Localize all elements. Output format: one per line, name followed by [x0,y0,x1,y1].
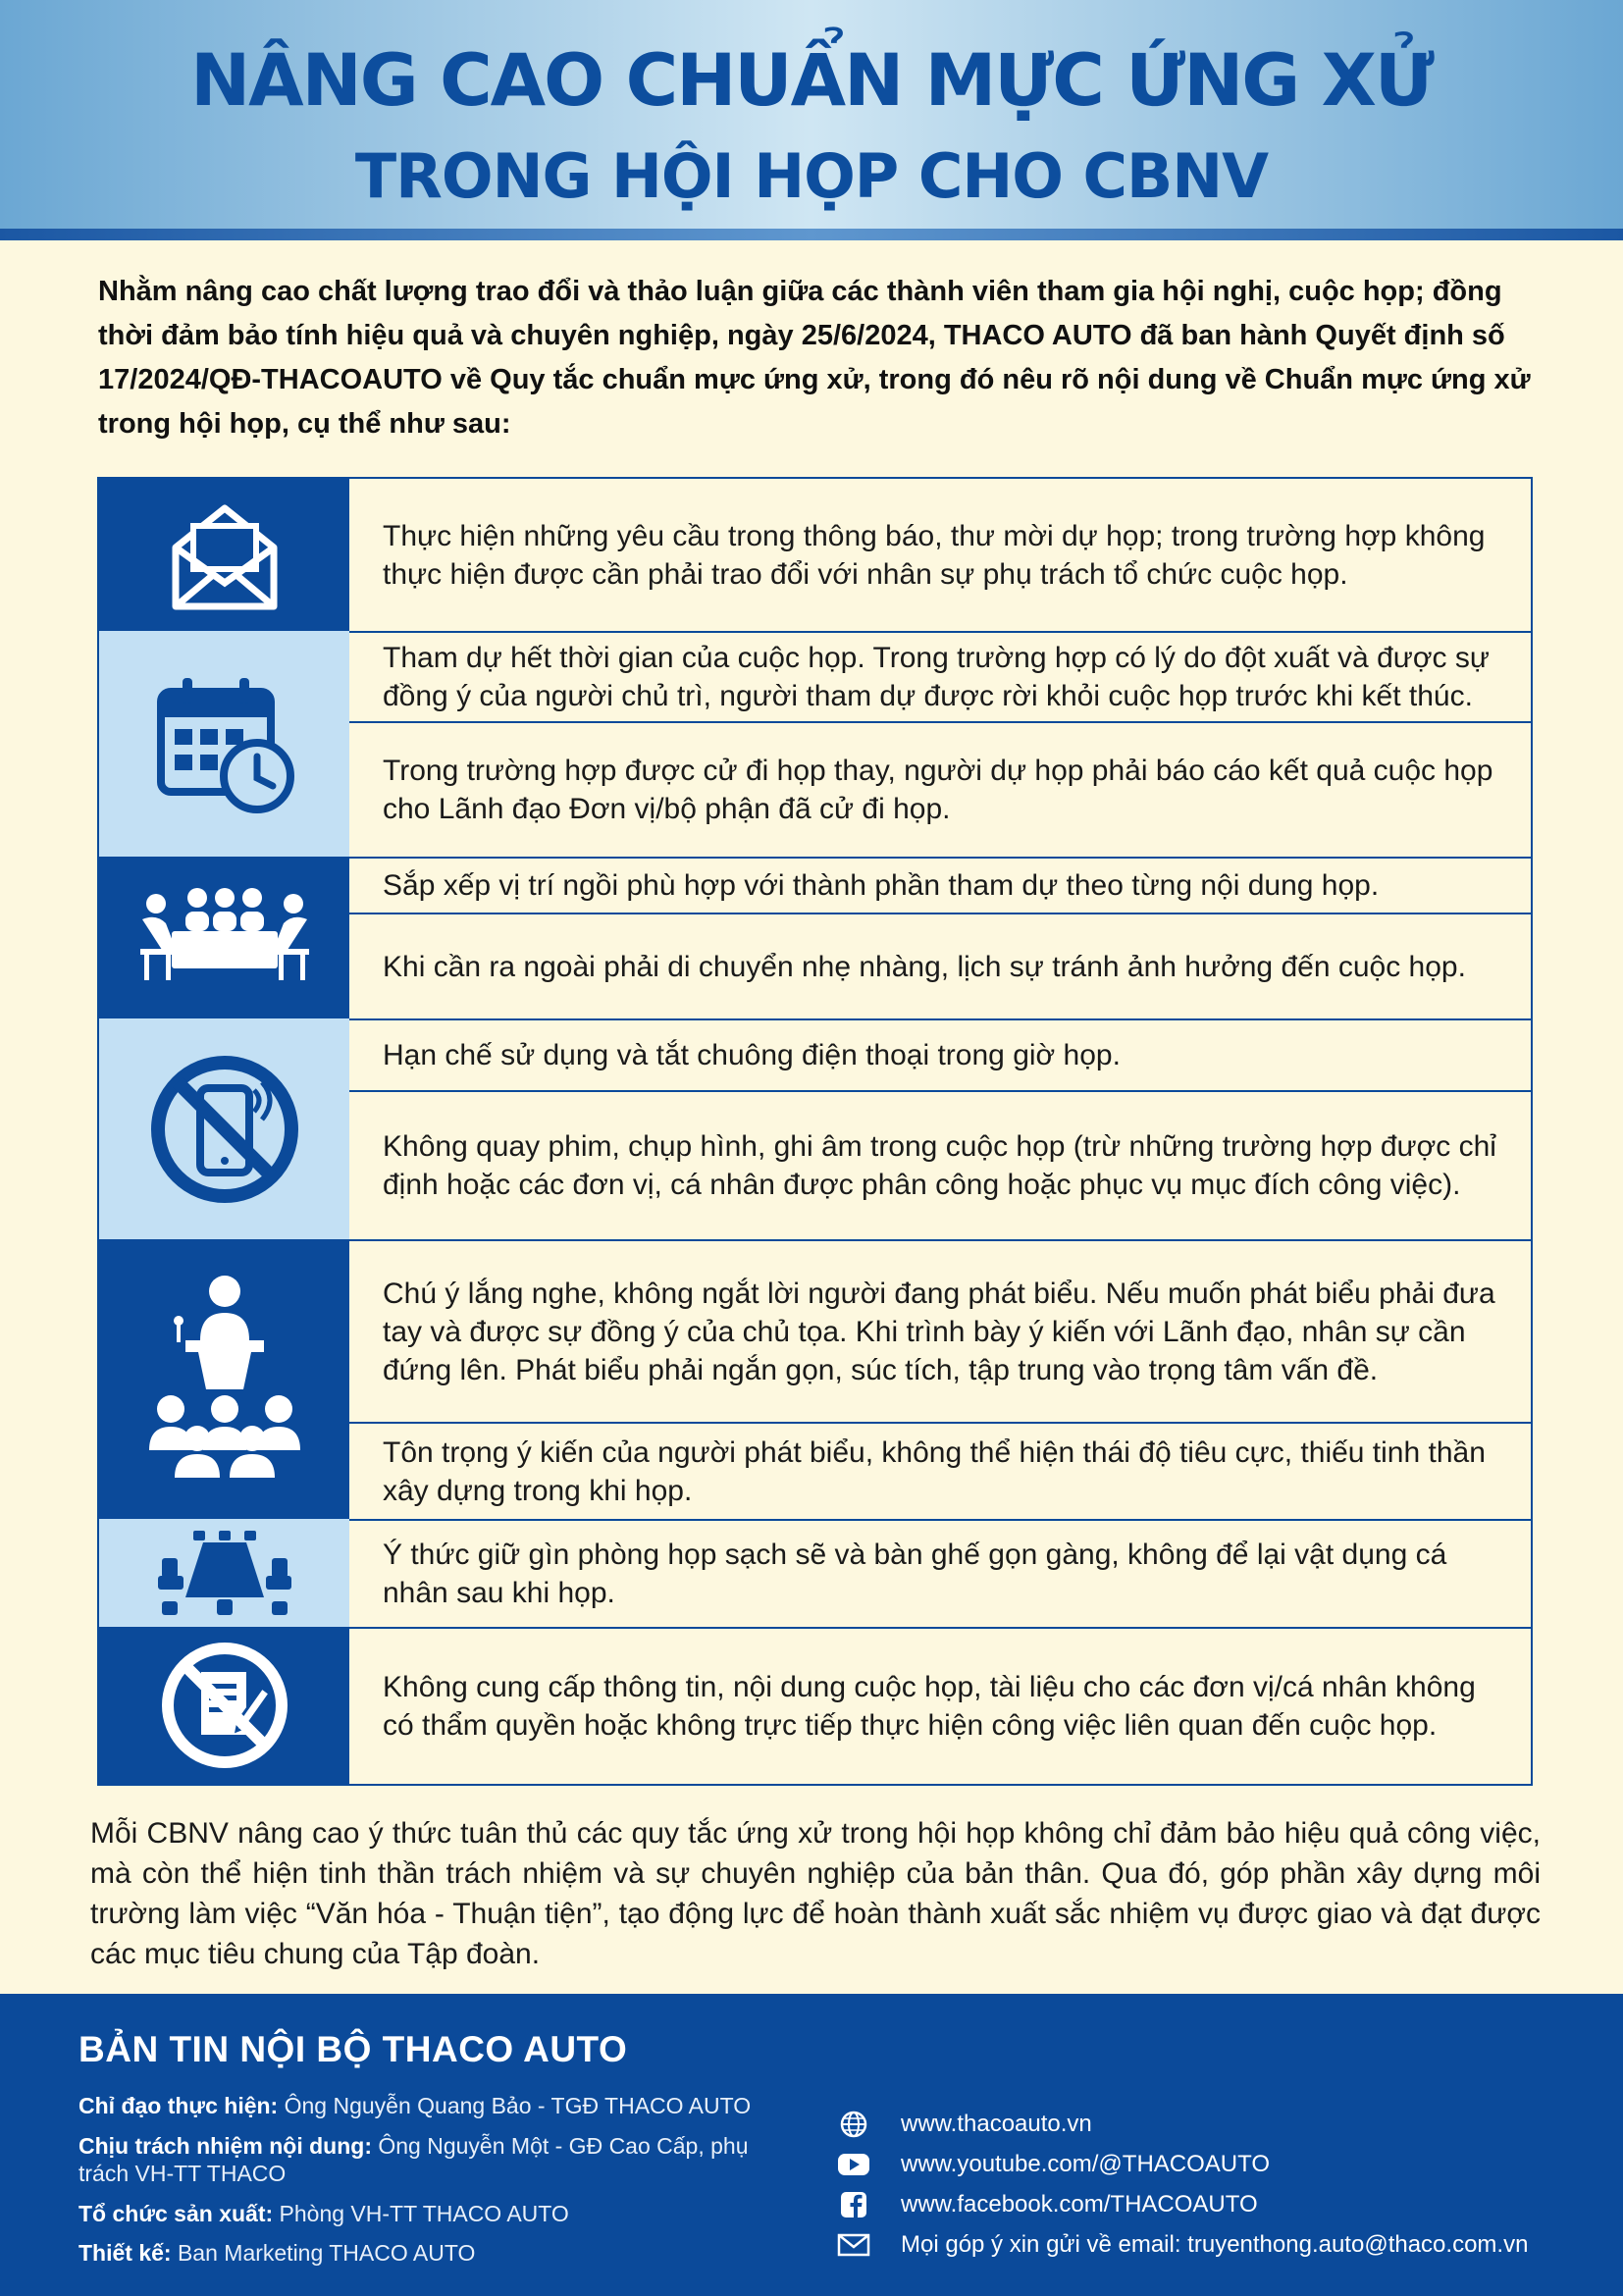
rule-text: Chú ý lắng nghe, không ngắt lời người đang phát biểu. Nếu muốn phát biểu phải đưa tay và được sự đồng ý của chủ tọa. Khi trình bày ý kiến với Lãnh đạo, nhân sự cần đứng lên. Phát biểu phải ngắn gọn, súc tích, tập trung vào trọng tâm vấn đề. [383,1277,1495,1386]
no-phone-icon [146,1051,303,1208]
mail-icon [836,2230,871,2260]
credit-line [79,2200,785,2227]
credit-line [79,2092,785,2119]
no-document-icon [156,1637,293,1774]
credit-value: Ông Nguyễn Quang Bảo - TGĐ THACO AUTO [278,2093,752,2118]
rule-text: Không cung cấp thông tin, nội dung cuộc họp, tài liệu cho các đơn vị/cá nhân không có thẩm quyền hoặc không trực tiếp thực hiện công việc liên quan đến cuộc họp. [383,1671,1476,1742]
header-banner [0,0,1623,240]
icon-cell [99,1519,349,1627]
meeting-table-icon [136,884,313,992]
footer [0,1994,1623,2296]
icon-cell [99,479,349,631]
rule-row [349,1422,1531,1519]
contact-youtube[interactable] [836,2150,1270,2179]
credit-value: Ban Marketing THACO AUTO [171,2240,476,2266]
closing-paragraph: Mỗi CBNV nâng cao ý thức tuân thủ các quy tắc ứng xử trong hội họp không chỉ đảm bảo hiệu quả công việc, mà còn thể hiện tinh thần trách nhiệm và sự chuyên nghiệp của bản thân. Qua đó, góp phần xây dựng môi trường làm việc “Văn hóa - Thuận tiện”, tạo động lực để hoàn thành xuất sắc nhiệm vụ được giao và đạt được các mục tiêu chung của Tập đoàn. [90,1817,1541,1970]
credit-label: Chỉ đạo thực hiện: [79,2093,279,2118]
page-title-line1: NÂNG CAO CHUẨN MỰC ỨNG XỬ [190,39,1433,123]
credit-label: Tổ chức sản xuất: [79,2201,274,2226]
calendar-clock-icon [151,670,298,817]
rule-text: Thực hiện những yêu cầu trong thông báo, thư mời dự họp; trong trường hợp không thực hiện được cần phải trao đổi với nhân sự phụ trách tổ chức cuộc họp. [383,519,1486,591]
credit-value: Ông Nguyễn Một - GĐ Cao Cấp, phụ trách VH-TT THACO [79,2133,749,2186]
contact-facebook[interactable] [836,2190,1258,2219]
rule-text: Hạn chế sử dụng và tắt chuông điện thoại trong giờ họp. [383,1039,1121,1071]
rule-text: Không quay phim, chụp hình, ghi âm trong cuộc họp (trừ những trường hợp được chỉ định hoặc các đơn vị, cá nhân được phân công hoặc phục vụ mục đích công việc). [383,1130,1496,1201]
contact-text: Mọi góp ý xin gửi về email: truyenthong.auto@thaco.com.vn [901,2231,1529,2258]
rule-row [349,913,1531,1018]
credit-value: Phòng VH-TT THACO AUTO [273,2201,569,2226]
intro-paragraph: Nhằm nâng cao chất lượng trao đổi và thảo luận giữa các thành viên tham gia hội nghị, cuộc họp; đồng thời đảm bảo tính hiệu quả và chuyên nghiệp, ngày 25/6/2024, THACO AUTO đã ban hành Quyết định số 17/2024/QĐ-THACOAUTO về Quy tắc chuẩn mực ứng xử, trong đó nêu rõ nội dung về Chuẩn mực ứng xử trong hội họp, cụ thể như sau: [98,276,1531,440]
rule-text: Khi cần ra ngoài phải di chuyển nhẹ nhàng, lịch sự tránh ảnh hưởng đến cuộc họp. [383,950,1466,983]
rule-text: Tham dự hết thời gian của cuộc họp. Trong trường hợp có lý do đột xuất và được sự đồng ý của người chủ trì, người tham dự được rời khỏi cuộc họp trước khi kết thúc. [383,642,1490,712]
rule-text: Sắp xếp vị trí ngồi phù hợp với thành phần tham dự theo từng nội dung họp. [383,869,1380,902]
icon-cell [99,1018,349,1239]
facebook-icon [836,2190,871,2219]
rule-row [349,1627,1531,1784]
icon-cell [99,631,349,857]
rule-row [349,857,1531,913]
icon-cell [99,1239,349,1519]
rule-row [349,479,1531,631]
footer-title: BẢN TIN NỘI BỘ THACO AUTO [79,2029,628,2069]
rule-row [349,1519,1531,1627]
credit-line [79,2132,785,2187]
credit-line [79,2239,785,2267]
rule-row [349,1018,1531,1090]
rule-text: Ý thức giữ gìn phòng họp sạch sẽ và bàn ghế gọn gàng, không để lại vật dụng cá nhân sau khi họp. [383,1539,1447,1609]
rules-table [97,477,1533,1786]
rule-row [349,631,1531,721]
conference-room-icon [156,1529,293,1617]
contact-website[interactable] [836,2110,1092,2139]
globe-icon [836,2110,871,2139]
contact-text: www.youtube.com/@THACOAUTO [901,2151,1271,2177]
contact-text: www.thacoauto.vn [901,2111,1092,2137]
envelope-icon [166,496,284,614]
contact-text: www.facebook.com/THACOAUTO [901,2191,1258,2218]
credit-label: Thiết kế: [79,2240,172,2266]
credit-label: Chịu trách nhiệm nội dung: [79,2133,372,2159]
icon-cell [99,1627,349,1784]
rule-text: Trong trường hợp được cử đi họp thay, người dự họp phải báo cáo kết quả cuộc họp cho Lãnh đạo Đơn vị/bộ phận đã cử đi họp. [383,755,1493,825]
speaker-audience-icon [141,1272,308,1487]
icon-cell [99,857,349,1018]
rule-row [349,721,1531,857]
youtube-icon [836,2150,871,2179]
rule-row [349,1239,1531,1422]
rule-text: Tôn trọng ý kiến của người phát biểu, không thể hiện thái độ tiêu cực, thiếu tinh thần xây dựng trong khi họp. [383,1435,1486,1507]
contact-email[interactable] [836,2230,1528,2260]
rule-row [349,1090,1531,1239]
page-title-line2: TRONG HỘI HỌP CHO CBNV [354,140,1269,212]
